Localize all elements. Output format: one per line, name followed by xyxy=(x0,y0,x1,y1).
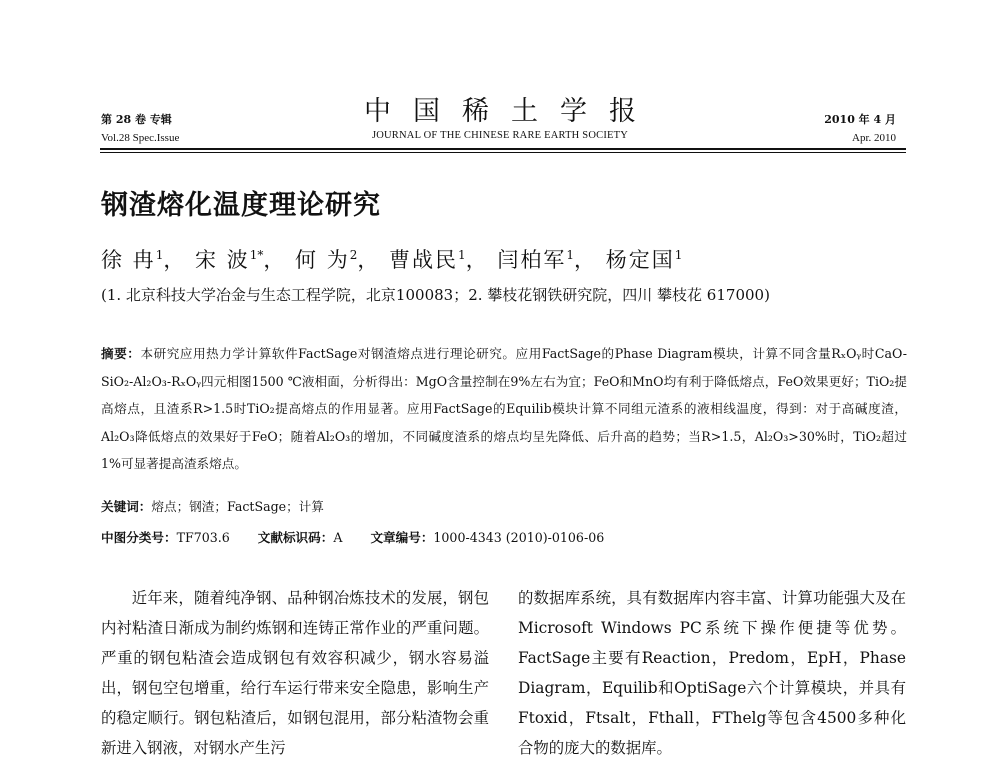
author-name: 何 为 xyxy=(295,248,350,272)
keywords xyxy=(101,496,324,515)
keywords-text: 熔点；钢渣；FactSage；计算 xyxy=(151,499,324,514)
author-affiliation-mark: 1 xyxy=(155,248,164,262)
clc-value: TF703.6 xyxy=(176,530,230,545)
date-en: Apr. 2010 xyxy=(852,132,896,144)
abstract xyxy=(101,340,907,478)
journal-title-en: JOURNAL OF THE CHINESE RARE EARTH SOCIETY xyxy=(371,130,629,141)
article-no-label: 文章编号： xyxy=(370,530,434,545)
abstract-text: 本研究应用热力学计算软件FactSage对钢渣熔点进行理论研究。应用FactSage的Phase Diagram模块，计算不同含量RₓOᵧ时CaO-SiO₂-Al₂O₃-RₓOᵧ四元相图1500 ℃液相面，分析得出：MgO含量控制在9%左右为宜；FeO和MnO均有利于降低熔点，FeO效果更好；TiO₂提高熔点，且渣系R>1.5时TiO₂提高熔点的作用显著。应用FactSage的Equilib模块计算不同组元渣系的液相线温度，得到：对于高碱度渣，Al₂O₃降低熔点的效果好于FeO；随着Al₂O₃的增加，不同碱度渣系的熔点均呈先降低、后升高的趋势；当R>1.5，Al₂O₃>30%时，TiO₂超过1%可显著提高渣系熔点。 xyxy=(101,346,908,471)
author-name: 宋 波 xyxy=(195,248,250,272)
keywords-label: 关键词： xyxy=(101,499,152,514)
author-affiliation-mark: 1 xyxy=(674,248,683,262)
article-no-value: 1000-4343 (2010)-0106-06 xyxy=(433,530,605,545)
abstract-label: 摘要： xyxy=(101,346,141,361)
doc-code-label: 文献标识码： xyxy=(257,530,334,545)
author-affiliation-mark: 1* xyxy=(249,248,264,262)
author-name: 曹战民 xyxy=(389,248,459,272)
article-title: 钢渣熔化温度理论研究 xyxy=(101,190,381,221)
clc-label: 中图分类号： xyxy=(101,530,177,545)
journal-title-cn: 中国稀土学报 xyxy=(364,96,658,127)
date-cn: 2010 年 4 月 xyxy=(824,113,896,126)
doc-code-value: A xyxy=(333,530,343,545)
author-list: 徐 冉$^1$， 宋 波$^{1*}$， 何 为$^2$， 曹战民$^1$， 闫柏军$^1$， 杨定国$^1$ xyxy=(101,248,683,272)
header-left xyxy=(101,111,179,147)
author-affiliation-mark: 2 xyxy=(349,248,358,262)
affiliations: (1. 北京科技大学冶金与生态工程学院，北京100083；2. 攀枝花钢铁研究院，四川 攀枝花 617000) xyxy=(101,286,770,304)
author-name: 杨定国 xyxy=(605,248,675,272)
author-name: 闫柏军 xyxy=(497,248,567,272)
volume-en: Vol.28 Spec.Issue xyxy=(101,132,180,144)
header-center xyxy=(300,96,700,141)
body-right-column: 的数据库系统，具有数据库内容丰富、计算功能强大及在Microsoft Windows PC系统下操作便捷等优势。FactSage主要有Reaction，Predom，EpH，Phase Diagram，Equilib和OptiSage六个计算模块，并具有Ftoxid，Ftsalt，Fthall，FThelg等包含4500多种化合物的庞大的数据库。 xyxy=(518,589,906,757)
author-affiliation-mark: 1 xyxy=(566,248,575,262)
author-affiliation-mark: 1 xyxy=(458,248,466,262)
volume-cn: 第 28 卷 专辑 xyxy=(101,113,172,126)
header-right xyxy=(824,111,896,147)
author-name: 徐 冉 xyxy=(101,248,156,272)
body-left-column: 近年来，随着纯净钢、品种钢冶炼技术的发展，钢包内衬粘渣日渐成为制约炼钢和连铸正常作业的严重问题。严重的钢包粘渣会造成钢包有效容积减少，钢水容易溢出，钢包空包增重，给行车运行带来安全隐患，影响生产的稳定顺行。钢包粘渣后，如钢包混用，部分粘渣物会重新进入钢液，对钢水产生污 xyxy=(101,589,489,757)
header-rule-thin xyxy=(100,152,906,153)
header-rule-thick xyxy=(100,148,906,150)
classification-line xyxy=(101,527,604,546)
